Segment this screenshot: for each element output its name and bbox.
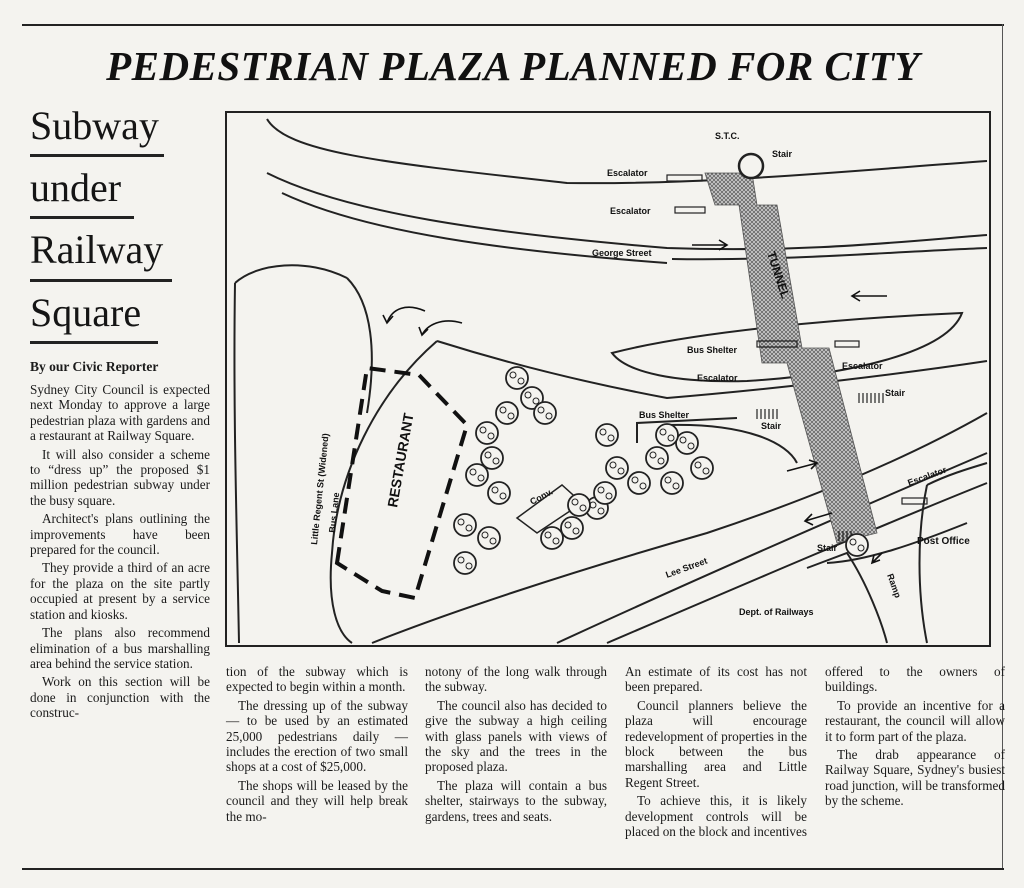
plaza-map bbox=[225, 111, 991, 647]
paragraph: The dressing up of the subway — to be used by an estimated 25,000 pedestrians daily — includes the erection of two small shops at a cost of $25,000. bbox=[226, 697, 408, 775]
paragraph: The plans also recommend elimination of a bus marshalling area behind the service station. bbox=[30, 625, 210, 671]
kicker-line-1: Subway bbox=[30, 103, 159, 148]
paragraph: The shops will be leased by the council and they will help break the mo- bbox=[226, 777, 408, 824]
label-george-street: George Street bbox=[592, 248, 652, 258]
paragraph: It will also consider a scheme to “dress up” the proposed $1 million pedestrian subway under the busy square. bbox=[30, 446, 210, 508]
label-escalator: Escalator bbox=[697, 373, 738, 383]
article-column-5 bbox=[825, 664, 1005, 812]
paragraph: Architect's plans outlining the improvements have been prepared for the council. bbox=[30, 511, 210, 558]
label-stair: Stair bbox=[772, 149, 793, 159]
paragraph: Work on this section will be done in conjunction with the construc- bbox=[30, 674, 210, 721]
label-tunnel: TUNNEL bbox=[764, 249, 793, 301]
stair-dome bbox=[739, 154, 763, 178]
label-dept-railways: Dept. of Railways bbox=[739, 607, 814, 617]
label-post-office: Post Office bbox=[917, 536, 970, 547]
label-escalator: Escalator bbox=[906, 464, 948, 488]
label-escalator: Escalator bbox=[842, 361, 883, 371]
kicker-rule bbox=[30, 341, 158, 344]
paragraph: To provide an incentive for a restaurant, the council will allow it to form part of the plaza. bbox=[825, 697, 1005, 744]
kicker-rule bbox=[30, 216, 134, 219]
label-bus-shelter: Bus Shelter bbox=[639, 410, 690, 420]
paragraph: The drab appearance of Railway Square, Sydney's busiest road junction, will be transformed by the scheme. bbox=[825, 747, 1005, 809]
paragraph: Sydney City Council is expected next Monday to approve a large pedestrian plaza with gardens and a restaurant at Railway Square. bbox=[30, 382, 210, 444]
label-bus-shelter: Bus Shelter bbox=[687, 345, 738, 355]
road-lines bbox=[234, 119, 987, 643]
paragraph: The plaza will contain a bus shelter, stairways to the subway, gardens, trees and seats. bbox=[425, 777, 607, 824]
label-lee-street: Lee Street bbox=[664, 555, 709, 580]
kicker-rule bbox=[30, 154, 164, 157]
label-conv: Conv. bbox=[528, 486, 555, 507]
escalator-mark bbox=[675, 207, 705, 213]
label-restaurant: RESTAURANT bbox=[384, 411, 417, 509]
label-ramp: Ramp bbox=[885, 572, 904, 600]
article-column-2 bbox=[226, 664, 408, 827]
label-stair: Stair bbox=[885, 388, 906, 398]
byline: By our Civic Reporter bbox=[30, 359, 159, 374]
kicker-line-3: Railway bbox=[30, 227, 164, 272]
map-drawing bbox=[227, 113, 989, 645]
kicker-rule bbox=[30, 279, 172, 282]
bottom-rule bbox=[22, 868, 1004, 870]
article-column-4 bbox=[625, 664, 807, 842]
paragraph: To achieve this, it is likely development controls will be placed on the block and incentives bbox=[625, 793, 807, 840]
label-stair: Stair bbox=[761, 421, 782, 431]
paragraph: offered to the owners of buildings. bbox=[825, 664, 1005, 695]
paragraph: Council planners believe the plaza will encourage redevelopment of properties in the block between the bus marshalling area and Little Regent Street. bbox=[625, 697, 807, 790]
label-bus-lane: Bus Lane bbox=[327, 491, 342, 534]
headline: PEDESTRIAN PLAZA PLANNED FOR CITY bbox=[106, 43, 920, 89]
article-column-1 bbox=[30, 382, 210, 724]
kicker-line-2: under bbox=[30, 165, 122, 210]
paragraph: An estimate of its cost has not been prepared. bbox=[625, 664, 807, 695]
paragraph: tion of the subway which is expected to begin within a month. bbox=[226, 664, 408, 695]
kicker-line-4: Square bbox=[30, 290, 142, 335]
label-stair: Stair bbox=[817, 543, 838, 553]
paragraph: They provide a third of an acre for the plaza on the site partly occupied at present by a service station and kiosks. bbox=[30, 560, 210, 622]
label-escalator: Escalator bbox=[610, 206, 651, 216]
label-stc: S.T.C. bbox=[715, 131, 740, 141]
top-rule bbox=[22, 24, 1004, 26]
label-escalator: Escalator bbox=[607, 168, 648, 178]
article-column-3 bbox=[425, 664, 607, 827]
paragraph: notony of the long walk through the subway. bbox=[425, 664, 607, 695]
label-little-regent-st: Little Regent St (Widened) bbox=[309, 432, 331, 546]
paragraph: The council also has decided to give the subway a high ceiling with glass panels with views of the sky and the trees in the proposed plaza. bbox=[425, 697, 607, 775]
